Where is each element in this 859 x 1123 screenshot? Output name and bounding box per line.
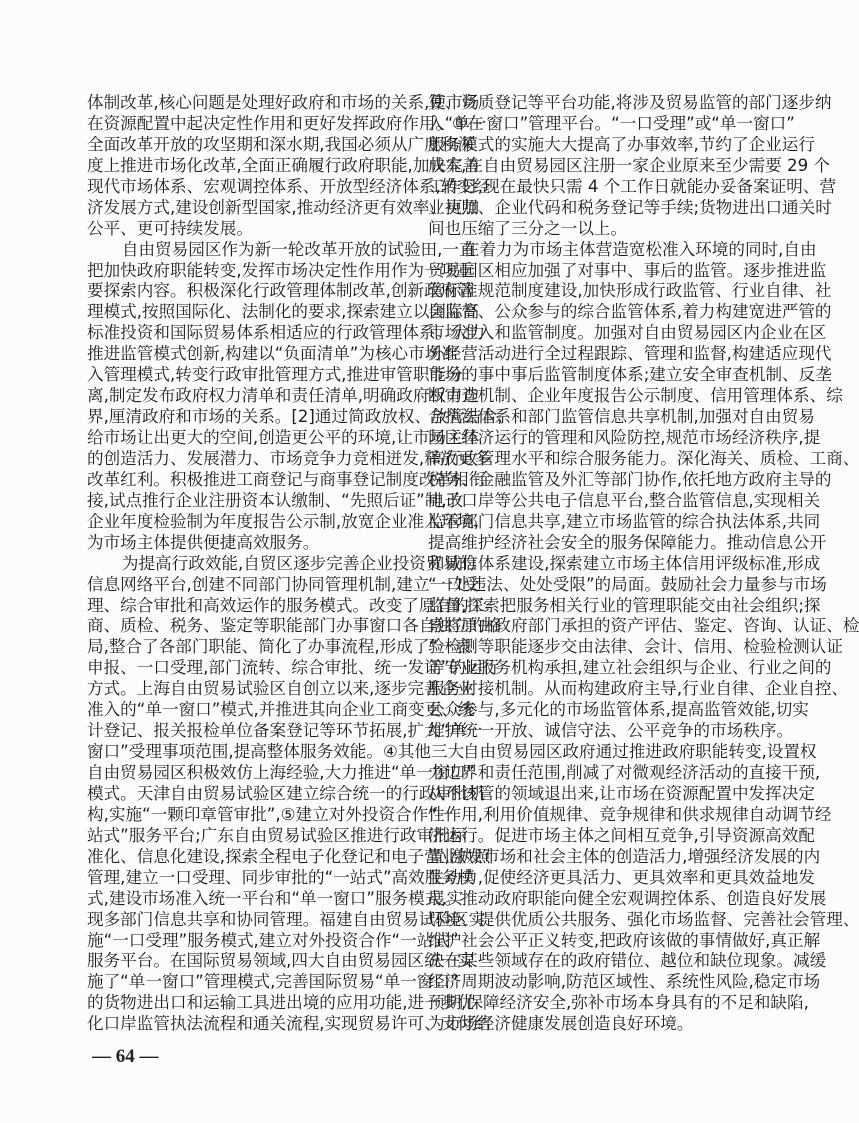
- text-line: 算、资质登记等平台功能,将涉及贸易监管的部门逐步纳: [428, 93, 832, 112]
- text-line: 的货物进出口和运输工具进出境的应用功能,进一步优: [87, 993, 474, 1013]
- text-line: 市场准入和监管制度。加强对自由贸易园区内企业在区: [428, 323, 827, 343]
- text-line: 企业年度检验制为年度报告公示制,放宽企业准入环境,: [87, 511, 480, 531]
- text-line: 展。推动政府职能向健全宏观调控体系、创造良好发展: [428, 888, 827, 908]
- text-line: 维护统一开放、诚信守法、公平竞争的市场秩序。: [428, 721, 794, 741]
- text-line: 提高维护经济社会安全的服务保障能力。推动信息公开: [428, 532, 827, 552]
- text-line: 税务、金融监管及外汇等部门协作,依托地方政府主导的: [428, 469, 832, 489]
- text-line: 标准投资和国际贸易体系相适应的行政管理体系。大力: [87, 323, 486, 343]
- text-line: 维护社会公平正义转变,把政府该做的事情做好,真正解: [428, 930, 821, 950]
- text-line: 合执法体系和部门监管信息共享机制,加强对自由贸易: [428, 407, 815, 427]
- text-line: 自由贸易园区积极效仿上海经验,大力推进“单一窗口”: [87, 763, 475, 782]
- paragraph: [87, 553, 502, 1036]
- text-line: 力边界和责任范围,削减了对微观经济活动的直接干预,: [428, 763, 821, 782]
- text-line: 济发展方式,建设创新型国家,推动经济更有效率、更加: [87, 197, 480, 217]
- text-line: 公平、更可持续发展。: [87, 218, 253, 238]
- text-line: 站式”服务平台;广东自由贸易试验区推进行政审批标: [87, 825, 467, 845]
- paragraph: [428, 93, 837, 240]
- text-line: 会监督、公众参与的综合监管体系,着力构建宽进严管的: [428, 302, 832, 322]
- text-line: 申报、一口受理,部门流转、综合审批、统一发证”的运行: [87, 658, 500, 678]
- text-line: 高行政管理水平和综合服务能力。深化海关、质检、工商、: [428, 448, 859, 468]
- text-line: 商、质检、税务、鉴定等职能部门办事窗口各自独立的格: [87, 616, 502, 636]
- text-line: 体制改革,核心问题是处理好政府和市场的关系,使市场: [87, 93, 480, 112]
- text-line: 管理,建立一口受理、同步审批的“一站式”高效服务模: [87, 867, 475, 887]
- text-line: 从不该管的领域退出来,让市场在资源配置中发挥决定: [428, 783, 815, 803]
- text-line: 计登记、报关报检单位备案登记等环节拓展,扩大“单一: [87, 721, 483, 741]
- text-line: 把加快政府职能转变,发挥市场决定性作用作为一项重: [87, 260, 474, 280]
- text-line: 业执照、企业代码和税务登记等手续;货物进出口通关时: [428, 197, 832, 217]
- text-line: 度上推进市场化改革,全面正确履行政府职能,加快完善: [87, 155, 480, 175]
- text-line: 信息网络平台,创建不同部门协同管理机制,建立一口受: [87, 574, 480, 594]
- page-number: — 64 —: [92, 1046, 159, 1067]
- text-line: 公众参与,多元化的市场监管体系,提高监管效能,切实: [428, 700, 809, 720]
- text-line: 外经营活动进行全过程跟踪、管理和监督,构建适应现代: [428, 344, 832, 364]
- text-line: 的创造活力、发展潜力、市场竞争力竞相迸发,释放更多: [87, 448, 491, 468]
- text-line: 决在某些领域存在的政府错位、越位和缺位现象。减缓: [428, 951, 827, 971]
- text-line: 验检测等职能逐步交由法律、会计、信用、检验检测认证: [428, 637, 843, 657]
- text-line: 环境、提供优质公共服务、强化市场监督、完善社会管理、: [428, 909, 859, 929]
- text-line: 索将原由政府部门承担的资产评估、鉴定、咨询、认证、检: [428, 616, 859, 636]
- text-line: 生动力,促使经济更具活力、更具效率和更具效益地发: [428, 867, 815, 887]
- text-line: 断审查机制、企业年度报告公示制度、信用管理体系、综: [428, 386, 843, 406]
- text-line: 和诚信体系建设,探索建立市场主体信用评级标准,形成: [428, 553, 821, 573]
- text-line: 窗口”受理事项范围,提高整体服务效能。④其他三大: [87, 742, 465, 762]
- text-line: 成本,在自由贸易园区注册一家企业原来至少需要 29 个: [428, 155, 831, 175]
- text-line: 自由贸易园区政府通过推进政府职能转变,设置权: [462, 742, 817, 762]
- text-line: 模式。天津自由贸易试验区建立综合统一的行政审批机: [87, 783, 486, 803]
- text-line: 管标准规范制度建设,加快形成行政监管、行业自律、社: [428, 281, 832, 301]
- text-line: 为市场经济健康发展创造良好环境。: [428, 1014, 694, 1034]
- text-line: 施了“单一窗口”管理模式,完善国际贸易“单一窗口”: [87, 972, 459, 992]
- text-line: 服务平台。在国际贸易领域,四大自由贸易园区统一实: [87, 951, 474, 971]
- text-line: 置,激发市场和社会主体的创造活力,增强经济发展的内: [428, 846, 821, 866]
- text-line: 准入的“单一窗口”模式,并推进其向企业工商变更、统: [87, 700, 475, 720]
- text-line: 经济周期波动影响,防范区域性、系统性风险,稳定市场: [428, 972, 821, 992]
- text-line: 园区经济运行的管理和风险防控,规范市场经济秩序,提: [428, 428, 821, 447]
- text-line: 接,试点推行企业注册资本认缴制、“先照后证”制,改: [87, 490, 464, 510]
- text-line: 等专业服务机构承担,建立社会组织与企业、行业之间的: [428, 658, 832, 678]
- text-line: 构,实施“一颗印章管审批”,⑤建立对外投资合作“一: [87, 804, 454, 824]
- text-line: 入管理模式,转变行政审批管理方式,推进审管职能分: [87, 365, 463, 385]
- right-column: [428, 93, 859, 1035]
- text-line: 现多部门信息共享和协同管理。福建自由贸易试验区实: [87, 909, 486, 929]
- text-line: 性作用,利用价值规律、竞争规律和供求规律自动调节经: [428, 804, 832, 824]
- text-line: 预期,保障经济安全,弥补市场本身具有的不足和缺陷,: [428, 993, 809, 1013]
- text-line: 市场的事中事后监管制度体系;建立安全审查机制、反垄: [428, 365, 832, 385]
- text-line: 监管部门信息共享,建立市场监管的综合执法体系,共同: [428, 511, 821, 531]
- text-line: 理模式,按照国际化、法制化的要求,探索建立以国际高: [87, 302, 480, 322]
- paragraph: [87, 239, 503, 554]
- text-line: 界,厘清政府和市场的关系。[2]通过简政放权、放管结合,: [87, 407, 503, 427]
- text-line: 改革红利。积极推进工商登记与商事登记制度改革相衔: [87, 469, 486, 489]
- text-line: 方式。上海自由贸易试验区自创立以来,逐步完善企业: [87, 679, 474, 699]
- text-line: 施“一口受理”服务模式,建立对外投资合作“一站式”: [87, 930, 459, 950]
- text-line: 电子口岸等公共电子信息平台,整合监管信息,实现相关: [428, 490, 821, 510]
- text-line: 全面改革开放的攻坚期和深水期,我国必须从广度和深: [87, 134, 474, 154]
- text-line: 入“单一窗口”管理平台。“一口受理”或“单一窗口”: [428, 113, 795, 133]
- text-line: 式,建设市场准入统一平台和“单一窗口”服务模式,实: [87, 888, 464, 908]
- text-line: 监督,探索把服务相关行业的管理职能交由社会组织;探: [428, 595, 821, 615]
- text-line: 贸易园区相应加强了对事中、事后的监管。逐步推进监: [428, 260, 827, 280]
- text-line: 理、综合审批和高效运作的服务模式。改变了原有的工: [87, 595, 486, 615]
- text-line: 工作日,现在最快只需 4 个工作日就能办妥备案证明、营: [428, 176, 837, 196]
- text-line: 推进监管模式创新,构建以“负面清单”为核心市场准: [87, 344, 458, 364]
- text-line: 离,制定发布政府权力清单和责任清单,明确政府权力边: [87, 386, 480, 406]
- text-line: 服务对接机制。从而构建政府主导,行业自律、企业自控、: [428, 679, 849, 699]
- text-line: “一处违法、处处受限”的局面。鼓励社会力量参与市场: [428, 574, 827, 594]
- text-line: 在着力为市场主体营造宽松准入环境的同时,自由: [462, 239, 817, 259]
- text-line: 化口岸监管执法流程和通关流程,实现贸易许可、支付结: [87, 1014, 491, 1034]
- text-line: 为提高行政效能,自贸区逐步完善企业投资贸易的: [121, 553, 476, 573]
- text-line: 准化、信息化建设,探索全程电子化登记和电子营业执照: [87, 846, 491, 866]
- paragraph: [428, 239, 859, 743]
- text-line: 在资源配置中起决定性作用和更好发挥政府作用。③在: [87, 113, 484, 133]
- text-line: 给市场让出更大的空间,创造更公平的环境,让市场主体: [87, 428, 480, 447]
- text-line: 济运行。促进市场主体之间相互竞争,引导资源高效配: [428, 825, 815, 845]
- text-line: 要探索内容。积极深化行政管理体制改革,创新政府管: [87, 281, 474, 301]
- text-line: 为市场主体提供便捷高效服务。: [87, 532, 320, 552]
- text-line: 间也压缩了三分之一以上。: [428, 218, 628, 238]
- text-line: 自由贸易园区作为新一轮改革开放的试验田,一直: [121, 239, 476, 259]
- text-line: 现代市场体系、宏观调控体系、开放型经济体系,转变经: [87, 176, 491, 196]
- text-line: 服务模式的实施大大提高了办事效率,节约了企业运行: [428, 134, 815, 154]
- left-column: [87, 93, 503, 1035]
- paragraph: [428, 742, 859, 1035]
- text-line: 局,整合了各部门职能、简化了办事流程,形成了“一表: [87, 637, 472, 657]
- paragraph: [87, 93, 491, 240]
